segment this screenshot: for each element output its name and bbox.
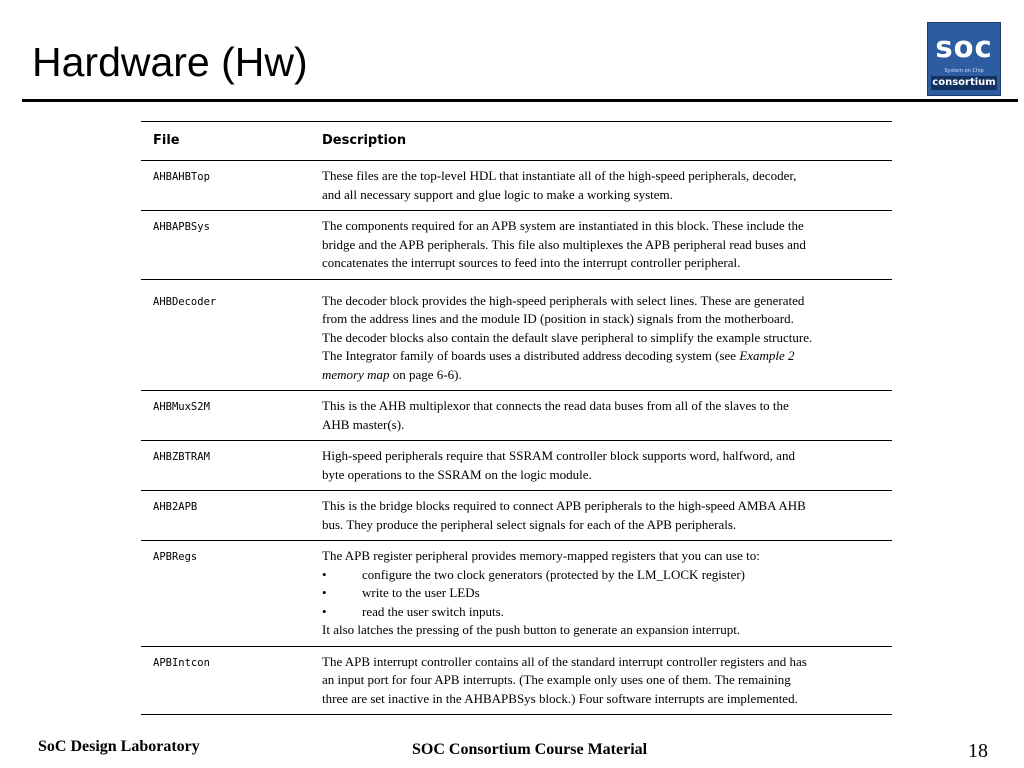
- table-row: [141, 161, 892, 211]
- file-description: [322, 646, 892, 715]
- title-divider: [22, 99, 1018, 102]
- file-name: AHBAPBSys: [153, 221, 210, 233]
- table-header-row: [141, 122, 892, 161]
- bullet-mark: •: [322, 603, 327, 619]
- file-name: APBRegs: [153, 551, 198, 563]
- table-row: [141, 441, 892, 491]
- description-line: three are set inactive in the AHBAPBSys block.) Four software interrupts are implemented.: [322, 690, 798, 706]
- footer-course-material: SOC Consortium Course Material: [412, 741, 648, 758]
- file-name: AHBMuxS2M: [153, 401, 210, 413]
- table-row: [141, 646, 892, 715]
- file-name: APBIntcon: [153, 656, 210, 669]
- description-line: bridge and the APB peripherals. This file also multiplexes the APB peripheral read buses and: [322, 236, 806, 252]
- header-description: Description: [322, 133, 407, 148]
- slide-title: Hardware (Hw): [32, 39, 308, 85]
- description-line: [322, 366, 886, 385]
- soc-consortium-logo: [927, 22, 1001, 96]
- description-line: This is the bridge blocks required to connect APB peripherals to the high-speed AMBA AHB: [322, 498, 806, 513]
- logo-subtitle: System on Chip: [944, 68, 984, 74]
- file-name: AHBZBTRAM: [153, 451, 210, 463]
- description-line: byte operations to the SSRAM on the logic module.: [322, 466, 592, 482]
- table-row: [141, 391, 892, 441]
- file-description: [322, 391, 892, 441]
- description-line: The decoder blocks also contain the default slave peripheral to simplify the example structure.: [322, 329, 813, 345]
- description-line: concatenates the interrupt sources to feed into the interrupt controller peripheral.: [322, 255, 741, 270]
- description-line: AHB master(s).: [322, 416, 405, 432]
- file-description-table: [141, 121, 892, 715]
- description-line: [322, 347, 886, 366]
- table-row: [141, 491, 892, 541]
- bullet-text: write to the user LEDs: [362, 585, 480, 600]
- bullet-text: read the user switch inputs.: [362, 603, 504, 619]
- table-row: [141, 211, 892, 280]
- description-line: These files are the top-level HDL that instantiate all of the high-speed peripherals, decoder,: [322, 168, 797, 183]
- description-line: and all necessary support and glue logic to make a working system.: [322, 186, 673, 202]
- page-number: 18: [968, 740, 988, 762]
- description-line: The decoder block provides the high-speed peripherals with select lines. These are generated: [322, 292, 805, 308]
- bullet-item: [322, 584, 886, 603]
- file-description: [322, 279, 892, 391]
- file-name: AHBAHBTop: [153, 171, 210, 183]
- description-text: The Integrator family of boards uses a distributed address decoding system (see: [322, 348, 740, 363]
- file-name: AHB2APB: [153, 501, 198, 513]
- logo-band: consortium: [932, 77, 996, 88]
- bullet-text: configure the two clock generators (protected by the LM_LOCK register): [362, 566, 746, 582]
- cross-reference-link: memory map: [322, 366, 390, 382]
- description-line: It also latches the pressing of the push button to generate an expansion interrupt.: [322, 622, 741, 637]
- description-text: on page 6-6).: [389, 366, 462, 382]
- footer-lab-name: SoC Design Laboratory: [38, 738, 200, 755]
- description-line: The APB register peripheral provides memory-mapped registers that you can use to:: [322, 548, 760, 563]
- description-line: The APB interrupt controller contains all of the standard interrupt controller registers and has: [322, 653, 807, 669]
- description-line: The components required for an APB system are instantiated in this block. These include the: [322, 218, 804, 233]
- bullet-item: [322, 566, 886, 585]
- file-description: [322, 491, 892, 541]
- file-description: [322, 161, 892, 211]
- description-line: This is the AHB multiplexor that connects the read data buses from all of the slaves to the: [322, 398, 789, 413]
- file-description: [322, 211, 892, 280]
- description-line: High-speed peripherals require that SSRAM controller block supports word, halfword, and: [322, 448, 795, 463]
- file-description: [322, 541, 892, 647]
- bullet-item: [322, 603, 886, 622]
- bullet-mark: •: [322, 566, 327, 582]
- cross-reference-link: Example 2: [739, 348, 795, 363]
- header-file: File: [153, 133, 180, 148]
- bullet-mark: •: [322, 585, 327, 600]
- file-name: AHBDecoder: [153, 295, 217, 308]
- description-line: an input port for four APB interrupts. (The example only uses one of them. The remaining: [322, 672, 791, 687]
- table-row: [141, 541, 892, 647]
- description-line: bus. They produce the peripheral select signals for each of the APB peripherals.: [322, 516, 737, 532]
- file-description: [322, 441, 892, 491]
- logo-soc-text: soc: [935, 30, 993, 64]
- table-row: [141, 279, 892, 391]
- description-line: from the address lines and the module ID (position in stack) signals from the motherboard.: [322, 311, 794, 326]
